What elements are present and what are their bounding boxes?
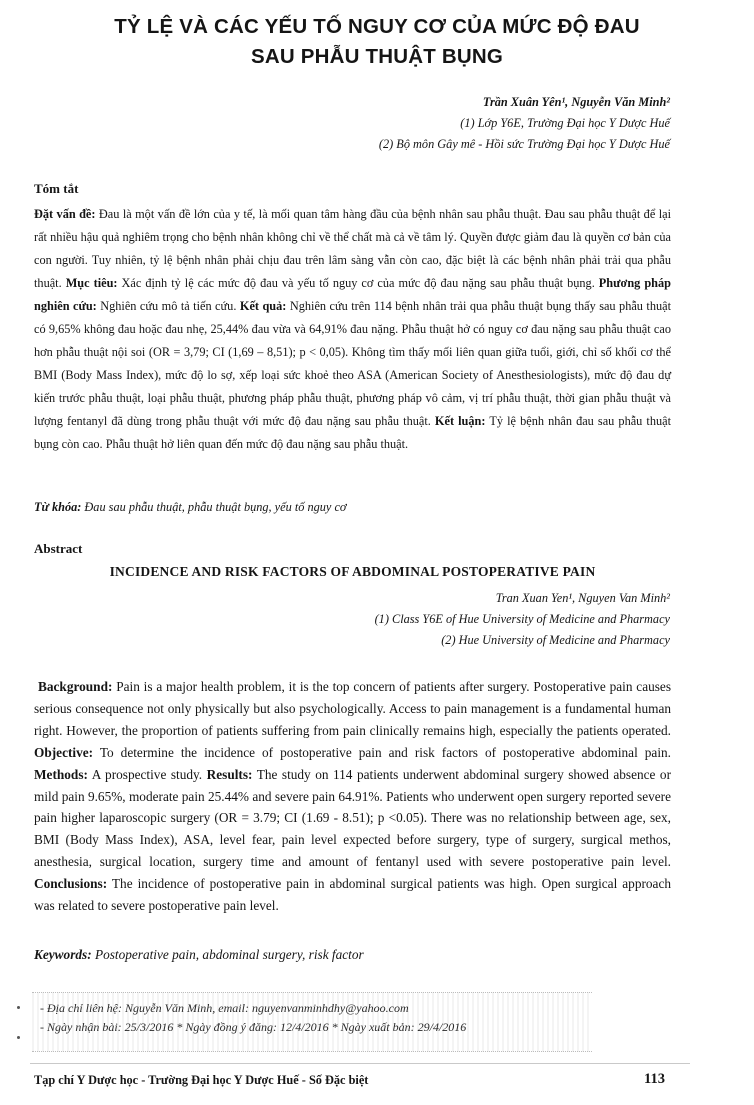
label-objective: Objective: [34, 744, 94, 760]
paper-title [20, 12, 734, 72]
label-ketluan: Kết luận: [434, 414, 486, 428]
affiliation-2-vi: (2) Bộ môn Gây mê - Hồi sức Trường Đại học Y Dược Huế [378, 137, 670, 151]
text-ketqua: Nghiên cứu trên 114 bệnh nhân trải qua phẫu thuật bụng thấy sau phẫu thuật có 9,65% không đau hoặc đau nhẹ, 25,44% đau vừa và 64,91% đau nặng. Phẫu thuật hở có nguy cơ đau nặng sau phẫu thuật cao hơn phẫu thuật nội soi (OR = 3,79; CI (1,69 – 8,51); p < 0,05). Không tìm thấy mối liên quan giữa tuổi, giới, chỉ số khối cơ thể BMI (Body Mass Index), mức độ lo sợ, xếp loại sức khoẻ theo ASA (American Society of Anesthesiologists), mức độ đau dự kiến trước phẫu thuật, loại phẫu thuật, phương pháp phẫu thuật, phương pháp vô cảm, vị trí phẫu thuật, thời gian phẫu thuật và lượng fentanyl đã dùng trong phẫu thuật với mức độ đau nặng sau phẫu thuật. [34, 299, 671, 428]
english-title: INCIDENCE AND RISK FACTORS OF ABDOMINAL POSTOPERATIVE PAIN [109, 564, 596, 579]
text-background: Pain is a major health problem, it is the top concern of patients after surgery. Postoperative pain causes serious consequence not only physically but also psychologically. Access to pain management is a fundamental human right. However, the proportion of patients suffering from pain clinically remains high, especially the patients operated. [34, 679, 671, 738]
text-ketluan: Tỷ lệ bệnh nhân đau sau phẫu thuật bụng còn cao. Phẫu thuật hở liên quan đến mức độ đau nặng sau phẫu thuật. [34, 414, 672, 451]
label-datvande: Đặt vấn đề: [34, 207, 96, 221]
abstract-body-en [34, 676, 671, 917]
keywords-en [34, 944, 671, 966]
label-tukhoa: Từ khóa: [34, 500, 82, 514]
footer-divider [30, 1063, 690, 1064]
text-tukhoa: Đau sau phẫu thuật, phẫu thuật bụng, yếu tố nguy cơ [81, 500, 347, 514]
text-phuongphap: Nghiên cứu mô tả tiến cứu. [96, 299, 240, 313]
affiliation-2-en: (2) Hue University of Medicine and Pharmacy [441, 633, 670, 647]
summary-heading-vi: Tóm tắt [34, 181, 79, 196]
author-names-vi: Trần Xuân Yên¹, Nguyễn Văn Minh² [482, 95, 670, 109]
text-datvande: Đau là một vấn đề lớn của y tế, là mối quan tâm hàng đầu của bệnh nhân sau phẫu thuật. Đau sau phẫu thuật để lại rất nhiều hậu quả nghiêm trọng cho bệnh nhân không chỉ về thể chất mà cả về tâm lý. Quyền được giảm đau là quyền cơ bản của con người. Tuy nhiên, tỷ lệ bệnh nhân phải chịu đau trên lâm sàng vẫn còn cao, đặc biệt là các bệnh nhân phải trải qua phẫu thuật. [34, 207, 671, 290]
label-ketqua: Kết quả: [239, 299, 287, 313]
text-muctieu: Xác định tỷ lệ các mức độ đau và yếu tố nguy cơ của mức độ đau nặng sau phẫu thuật bụng. [117, 276, 599, 290]
label-phuongphap: Phương pháp nghiên cứu: [34, 276, 672, 313]
authors-vi [379, 92, 670, 155]
title-line-2: SAU PHẪU THUẬT BỤNG [250, 45, 504, 68]
text-results: The study on 114 patients underwent abdominal surgery showed absence or mild pain 9.65%, moderate pain 25.44% and severe pain 64.91%. Patients who underwent open surgery reported severe pain higher laparoscopic surgery (OR = 3.79; CI (1.69 - 8.51); p <0.05). There was no relationship between age, sex, BMI (Body Mass Index), ASA, level fear, pain level expected before surgery, type of surgery, surgical methos, anesthesia, surgical location, surgery time and amount of fentanyl used with severe postoperative pain level. [34, 766, 671, 870]
affiliation-1-en: (1) Class Y6E of Hue University of Medicine and Pharmacy [374, 612, 670, 626]
summary-body-vi [34, 203, 671, 456]
keywords-vi [34, 497, 671, 517]
label-background: Background: [38, 679, 113, 694]
text-methods: A prospective study. [87, 766, 207, 782]
label-muctieu: Mục tiêu: [65, 276, 118, 290]
authors-en [375, 588, 670, 651]
contact-address: - Địa chỉ liên hệ: Nguyễn Văn Minh, email: nguyenvanminhdhy@yahoo.com [40, 1001, 409, 1015]
text-conclusions: The incidence of postoperative pain in abdominal surgical patients was high. Open surgical approach was related to severe postoperative pain level. [34, 876, 671, 914]
title-line-1: TỶ LỆ VÀ CÁC YẾU TỐ NGUY CƠ CỦA MỨC ĐỘ ĐAU [114, 15, 640, 38]
affiliation-1-vi: (1) Lớp Y6E, Trường Đại học Y Dược Huế [460, 116, 670, 130]
label-results: Results: [206, 766, 253, 782]
journal-footer: Tạp chí Y Dược học - Trường Đại học Y Dược Huế - Số Đặc biệt [34, 1073, 369, 1087]
label-conclusions: Conclusions: [34, 876, 108, 892]
text-objective: To determine the incidence of postoperative pain and risk factors of postoperative abdominal pain. [93, 744, 671, 760]
author-names-en: Tran Xuan Yen¹, Nguyen Van Minh² [495, 591, 670, 605]
page-number: 113 [644, 1071, 665, 1087]
contact-box [32, 992, 592, 1052]
scan-speck [17, 1036, 20, 1039]
scan-speck [17, 1006, 20, 1009]
text-keywords: Postoperative pain, abdominal surgery, risk factor [91, 947, 364, 962]
abstract-heading: Abstract [34, 541, 83, 556]
label-methods: Methods: [34, 766, 88, 782]
publication-dates: - Ngày nhận bài: 25/3/2016 * Ngày đồng ý đăng: 12/4/2016 * Ngày xuất bản: 29/4/2016 [40, 1020, 467, 1034]
label-keywords: Keywords: [34, 947, 92, 962]
